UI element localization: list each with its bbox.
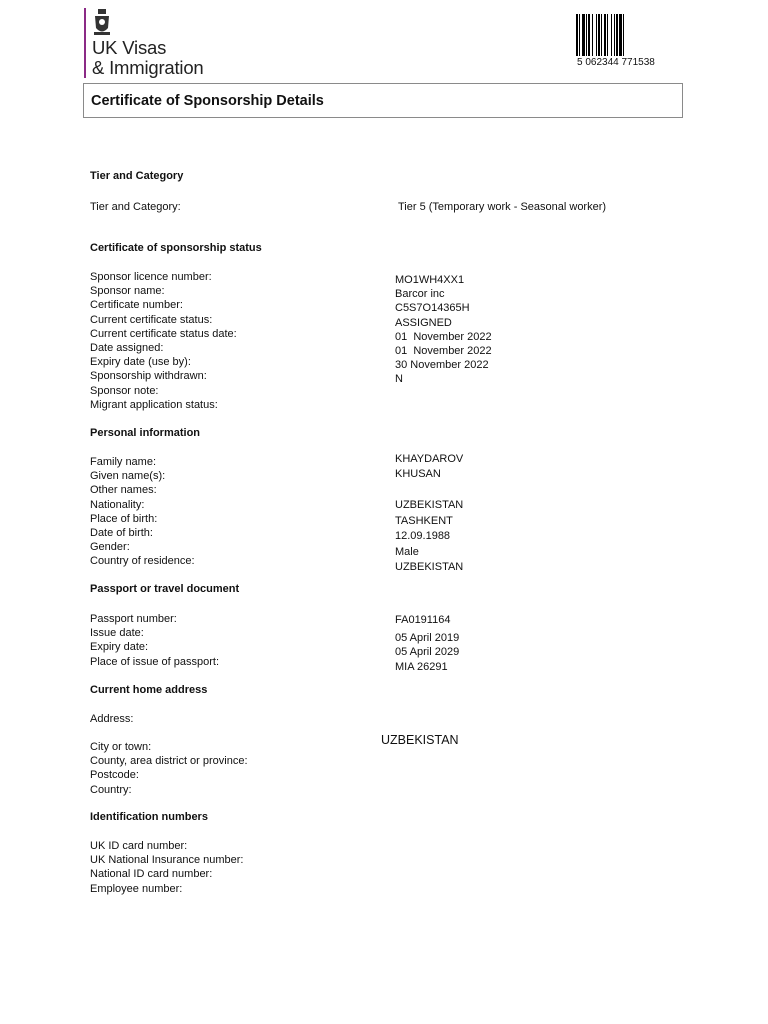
passport-label: Place of issue of passport: <box>90 655 220 668</box>
logo-line-1: UK Visas <box>92 37 167 58</box>
section-heading-passport: Passport or travel document <box>90 583 240 595</box>
address-label: Country: <box>90 783 132 796</box>
barcode-icon <box>575 14 657 56</box>
status-label: Certificate number: <box>90 299 183 312</box>
title-box <box>83 83 683 118</box>
identification-labels <box>90 839 243 896</box>
identification-label: Employee number: <box>90 882 183 895</box>
status-labels <box>90 270 237 412</box>
status-value: Barcor inc <box>395 288 445 301</box>
status-value: 01 November 2022 <box>395 345 492 358</box>
status-label: Sponsor note: <box>90 384 159 397</box>
address-label: Address: <box>90 713 134 725</box>
passport-label: Issue date: <box>90 627 144 640</box>
expiry-date-value: 05 April 2029 <box>395 646 460 658</box>
passport-label: Passport number: <box>90 613 177 625</box>
personal-label: Given name(s): <box>90 470 166 483</box>
city-value: UZBEKISTAN <box>381 733 459 747</box>
personal-label: Gender: <box>90 541 130 554</box>
issue-date-value: 05 April 2019 <box>395 632 460 644</box>
logo-text <box>92 38 204 78</box>
identification-label: UK National Insurance number: <box>90 854 244 867</box>
section-heading-status: Certificate of sponsorship status <box>90 242 262 254</box>
section-heading-address: Current home address <box>90 684 208 696</box>
status-label: Current certificate status: <box>90 313 213 326</box>
personal-label: Date of birth: <box>90 527 153 540</box>
personal-label: Family name: <box>90 456 157 468</box>
status-value: N <box>395 373 403 386</box>
logo-line-2: & Immigration <box>92 57 204 78</box>
status-label: Sponsor licence number: <box>90 271 212 283</box>
status-value: 01 November 2022 <box>395 330 492 343</box>
status-label: Sponsor name: <box>90 285 165 298</box>
address-label: City or town: <box>90 741 152 753</box>
passport-number-value: FA0191164 <box>395 614 451 626</box>
status-value: ASSIGNED <box>395 316 452 329</box>
status-value: C5S7O14365H <box>395 302 470 315</box>
status-values <box>395 273 492 387</box>
logo-divider-bar <box>84 8 86 78</box>
royal-crest-icon <box>92 8 112 38</box>
identification-label: UK ID card number: <box>90 840 188 852</box>
date-of-birth-value: 12.09.1988 <box>395 530 451 542</box>
status-label: Date assigned: <box>90 342 164 355</box>
section-heading-identification: Identification numbers <box>90 811 208 823</box>
tier-label: Tier and Category: <box>90 201 181 213</box>
address-label: County, area district or province: <box>90 755 248 768</box>
given-name-value: KHUSAN <box>395 468 441 480</box>
tier-value: Tier 5 (Temporary work - Seasonal worker) <box>398 201 607 213</box>
status-label: Expiry date (use by): <box>90 356 191 369</box>
section-heading-tier: Tier and Category <box>90 170 184 182</box>
personal-label: Place of birth: <box>90 512 158 525</box>
status-label: Migrant application status: <box>90 398 218 411</box>
personal-labels <box>90 455 195 569</box>
status-value: MO1WH4XX1 <box>395 274 465 286</box>
barcode-number: 5 062344 771538 <box>577 57 655 68</box>
status-label: Current certificate status date: <box>90 327 237 340</box>
personal-label: Nationality: <box>90 498 145 511</box>
place-of-birth-value: TASHKENT <box>395 515 453 527</box>
personal-label: Other names: <box>90 484 157 497</box>
nationality-value: UZBEKISTAN <box>395 499 464 511</box>
address-labels <box>90 740 248 797</box>
section-heading-personal: Personal information <box>90 427 201 439</box>
personal-label: Country of residence: <box>90 555 195 568</box>
gender-value: Male <box>395 546 419 558</box>
page-title: Certificate of Sponsorship Details <box>91 93 324 109</box>
address-label: Postcode: <box>90 769 139 782</box>
family-name-value: KHAYDAROV <box>395 453 464 465</box>
status-label: Sponsorship withdrawn: <box>90 370 207 383</box>
identification-label: National ID card number: <box>90 868 213 881</box>
status-value: 30 November 2022 <box>395 359 489 372</box>
passport-labels <box>90 612 219 669</box>
country-of-residence-value: UZBEKISTAN <box>395 561 464 573</box>
place-of-issue-value: MIA 26291 <box>395 661 448 673</box>
passport-label: Expiry date: <box>90 641 149 654</box>
